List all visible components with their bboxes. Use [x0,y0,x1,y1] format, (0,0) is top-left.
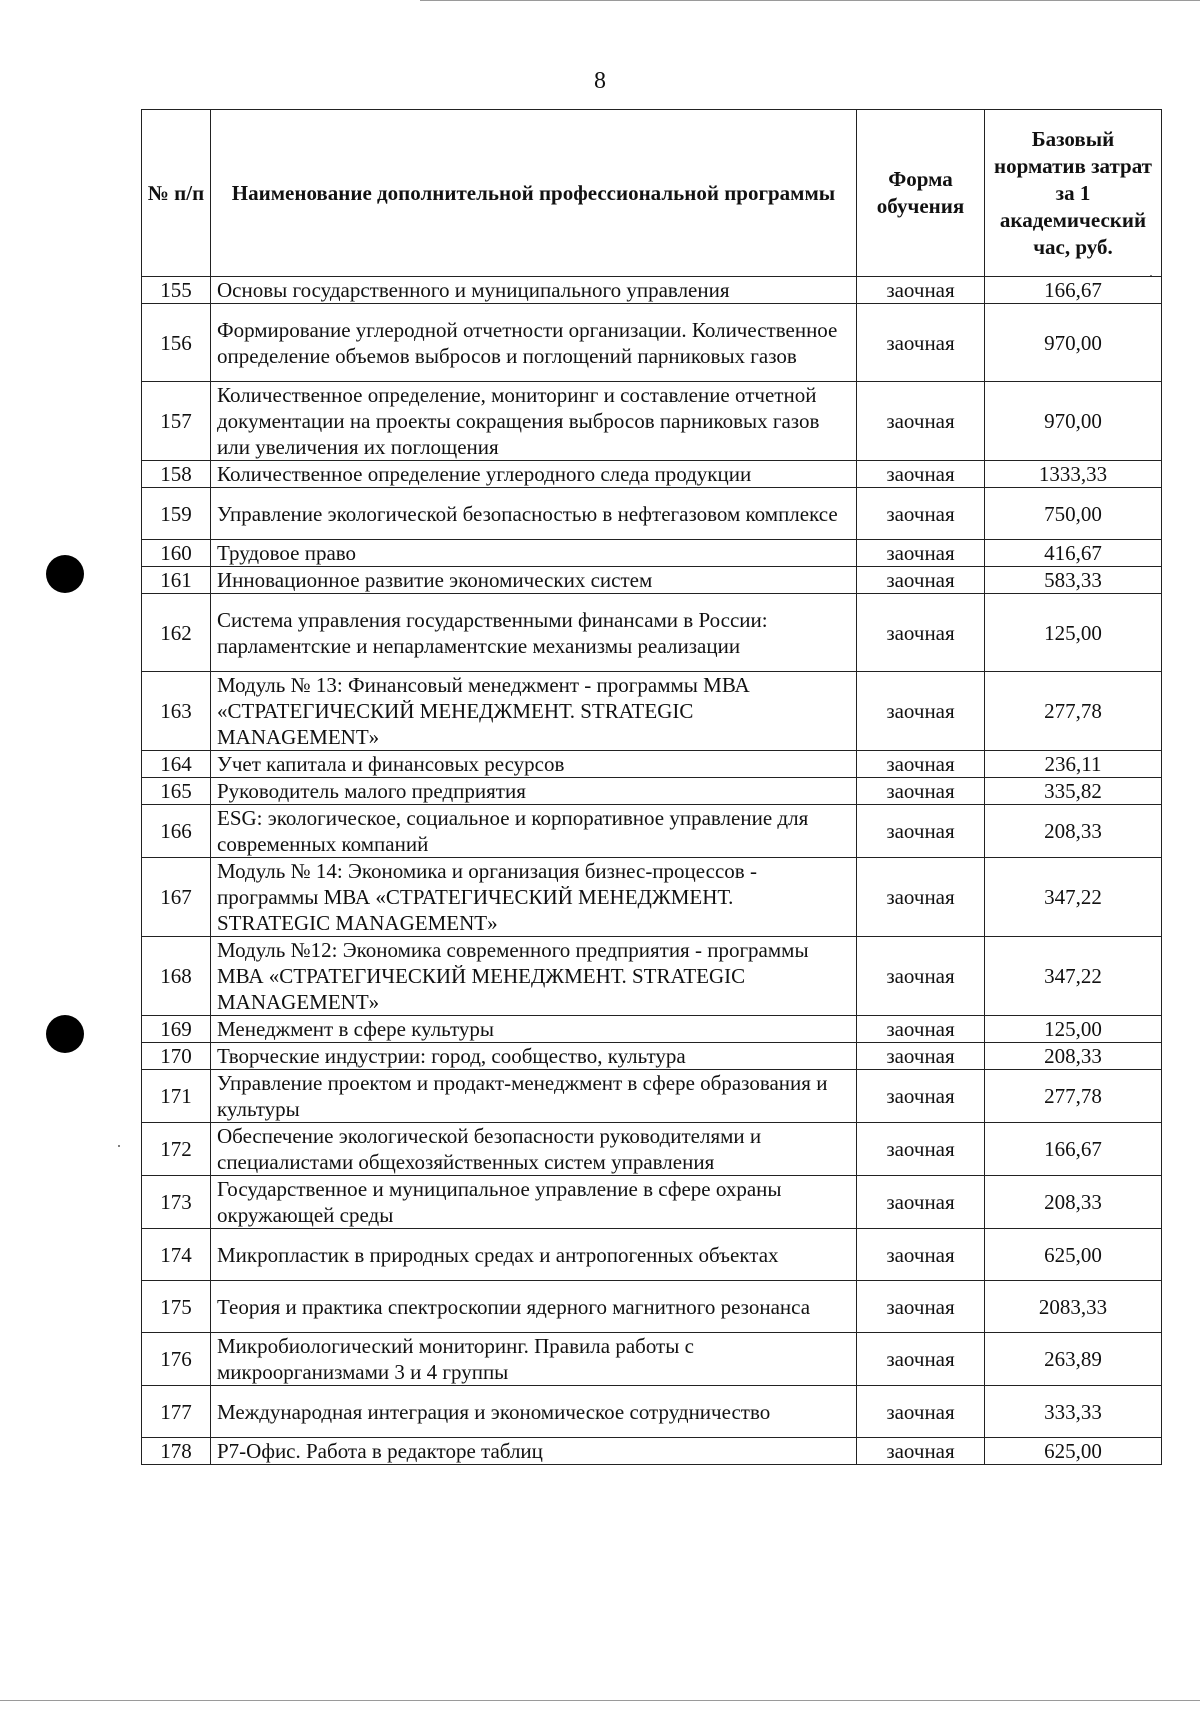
row-number: 157 [142,382,211,461]
table-row [142,1043,1162,1070]
program-name: Творческие индустрии: город, сообщество, культура [211,1043,857,1070]
program-name: Учет капитала и финансовых ресурсов [211,751,857,778]
base-cost: 125,00 [985,594,1162,672]
table-row [142,277,1162,304]
row-number: 161 [142,567,211,594]
base-cost: 277,78 [985,1070,1162,1123]
program-name: Модуль № 14: Экономика и организация бизнес-процессов - программы МВА «СТРАТЕГИЧЕСКИЙ МЕНЕДЖМЕНТ. STRATEGIC MANAGEMENT» [211,858,857,937]
study-form: заочная [857,277,985,304]
row-number: 172 [142,1123,211,1176]
program-name: Менеджмент в сфере культуры [211,1016,857,1043]
table-row [142,1016,1162,1043]
table-row [142,567,1162,594]
row-number: 171 [142,1070,211,1123]
base-cost: 208,33 [985,805,1162,858]
study-form: заочная [857,1281,985,1333]
row-number: 176 [142,1333,211,1386]
base-cost: 263,89 [985,1333,1162,1386]
study-form: заочная [857,1176,985,1229]
row-number: 156 [142,304,211,382]
program-name: Государственное и муниципальное управление в сфере охраны окружающей среды [211,1176,857,1229]
table-row [142,1438,1162,1465]
base-cost: 333,33 [985,1386,1162,1438]
program-name: Основы государственного и муниципального управления [211,277,857,304]
study-form: заочная [857,1016,985,1043]
study-form: заочная [857,1229,985,1281]
row-number: 167 [142,858,211,937]
table-row [142,858,1162,937]
base-cost: 208,33 [985,1043,1162,1070]
base-cost: 625,00 [985,1229,1162,1281]
study-form: заочная [857,1123,985,1176]
base-cost: 750,00 [985,488,1162,540]
program-name: Количественное определение, мониторинг и составление отчетной документации на проекты сокращения выбросов парниковых газов или увеличения их поглощения [211,382,857,461]
row-number: 162 [142,594,211,672]
program-name: Руководитель малого предприятия [211,778,857,805]
study-form: заочная [857,937,985,1016]
table-row [142,540,1162,567]
base-cost: 335,82 [985,778,1162,805]
table-row [142,594,1162,672]
row-number: 175 [142,1281,211,1333]
program-name: Обеспечение экологической безопасности руководителями и специалистами общехозяйственных систем управления [211,1123,857,1176]
base-cost: 416,67 [985,540,1162,567]
program-name: ESG: экологическое, социальное и корпоративное управление для современных компаний [211,805,857,858]
program-name: Управление экологической безопасностью в нефтегазовом комплексе [211,488,857,540]
program-name: Теория и практика спектроскопии ядерного магнитного резонанса [211,1281,857,1333]
program-name: Инновационное развитие экономических систем [211,567,857,594]
table-row [142,1281,1162,1333]
table-row [142,672,1162,751]
program-name: Количественное определение углеродного следа продукции [211,461,857,488]
row-number: 173 [142,1176,211,1229]
row-number: 166 [142,805,211,858]
header-study-form: Форма обучения [857,110,985,277]
table-row [142,1176,1162,1229]
row-number: 170 [142,1043,211,1070]
row-number: 163 [142,672,211,751]
study-form: заочная [857,540,985,567]
program-name: Модуль № 13: Финансовый менеджмент - программы МВА «СТРАТЕГИЧЕСКИЙ МЕНЕДЖМЕНТ. STRATEGIC MANAGEMENT» [211,672,857,751]
study-form: заочная [857,567,985,594]
row-number: 168 [142,937,211,1016]
study-form: заочная [857,461,985,488]
study-form: заочная [857,1070,985,1123]
row-number: 165 [142,778,211,805]
base-cost: 166,67 [985,277,1162,304]
punch-hole [46,555,84,593]
study-form: заочная [857,858,985,937]
program-name: Микробиологический мониторинг. Правила работы с микроорганизмами 3 и 4 группы [211,1333,857,1386]
table-row [142,461,1162,488]
base-cost: 125,00 [985,1016,1162,1043]
base-cost: 347,22 [985,858,1162,937]
program-name: Система управления государственными финансами в России: парламентские и непарламентские механизмы реализации [211,594,857,672]
study-form: заочная [857,805,985,858]
header-number: № п/п [142,110,211,277]
scan-edge-line-bottom [0,1700,1200,1702]
table-row [142,1386,1162,1438]
table-row [142,937,1162,1016]
study-form: заочная [857,594,985,672]
base-cost: 583,33 [985,567,1162,594]
page-number: 8 [594,68,606,94]
row-number: 177 [142,1386,211,1438]
table-row [142,1333,1162,1386]
study-form: заочная [857,304,985,382]
program-name: Трудовое право [211,540,857,567]
base-cost: 970,00 [985,304,1162,382]
header-base-cost: Базовый норматив затрат за 1 академический час, руб. [985,110,1162,277]
header-program-name: Наименование дополнительной профессиональной программы [211,110,857,277]
study-form: заочная [857,1438,985,1465]
table-row [142,778,1162,805]
table-row [142,382,1162,461]
base-cost: 970,00 [985,382,1162,461]
scan-edge-line-top [420,0,1200,2]
study-form: заочная [857,672,985,751]
program-name: Модуль №12: Экономика современного предприятия - программы МВА «СТРАТЕГИЧЕСКИЙ МЕНЕДЖМЕНТ. STRATEGIC MANAGEMENT» [211,937,857,1016]
scan-speck [118,1145,120,1147]
table-row [142,751,1162,778]
base-cost: 166,67 [985,1123,1162,1176]
base-cost: 277,78 [985,672,1162,751]
row-number: 160 [142,540,211,567]
program-name: Микропластик в природных средах и антропогенных объектах [211,1229,857,1281]
row-number: 178 [142,1438,211,1465]
study-form: заочная [857,382,985,461]
table-row [142,1070,1162,1123]
base-cost: 1333,33 [985,461,1162,488]
row-number: 174 [142,1229,211,1281]
study-form: заочная [857,1043,985,1070]
row-number: 164 [142,751,211,778]
table-row [142,805,1162,858]
programs-cost-table [141,109,1162,1465]
row-number: 159 [142,488,211,540]
table-row [142,304,1162,382]
table-row [142,488,1162,540]
base-cost: 347,22 [985,937,1162,1016]
row-number: 155 [142,277,211,304]
program-name: Международная интеграция и экономическое сотрудничество [211,1386,857,1438]
base-cost: 2083,33 [985,1281,1162,1333]
study-form: заочная [857,751,985,778]
study-form: заочная [857,488,985,540]
study-form: заочная [857,1333,985,1386]
base-cost: 625,00 [985,1438,1162,1465]
table-row [142,1123,1162,1176]
base-cost: 208,33 [985,1176,1162,1229]
program-name: Управление проектом и продакт-менеджмент в сфере образования и культуры [211,1070,857,1123]
punch-hole [46,1015,84,1053]
base-cost: 236,11 [985,751,1162,778]
study-form: заочная [857,1386,985,1438]
program-name: Р7-Офис. Работа в редакторе таблиц [211,1438,857,1465]
program-name: Формирование углеродной отчетности организации. Количественное определение объемов выбросов и поглощений парниковых газов [211,304,857,382]
row-number: 158 [142,461,211,488]
table-row [142,1229,1162,1281]
study-form: заочная [857,778,985,805]
row-number: 169 [142,1016,211,1043]
table-header-row [142,110,1162,277]
